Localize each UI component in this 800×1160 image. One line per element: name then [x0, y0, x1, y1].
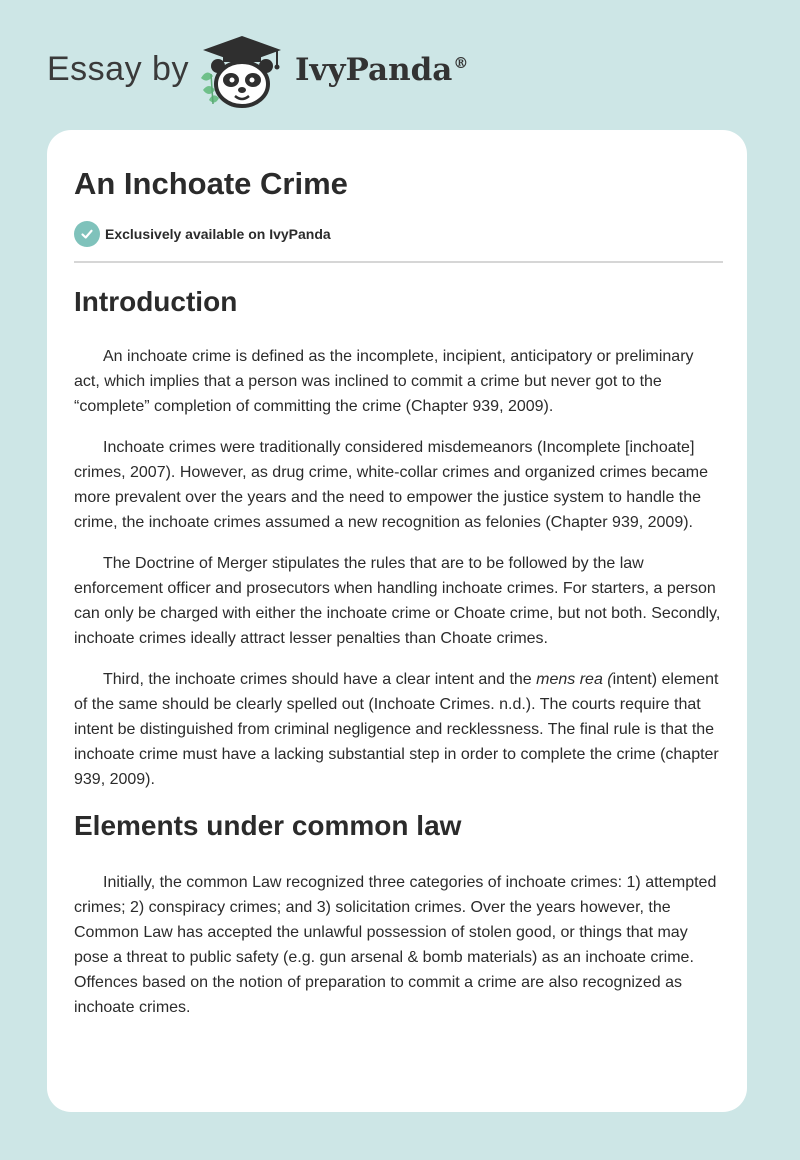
paragraph: Third, the inchoate crimes should have a clear intent and the mens rea (intent) element of the same should be clearly spelled out (Inchoate Crimes. n.d.). The courts require that intent be distinguished from criminal negligence and recklessness. The final rule is that the inchoate crime must have a lacking substantial step in order to complete the crime (chapter 939, 2009). — [74, 671, 719, 788]
italic-term: mens rea ( — [536, 671, 613, 688]
page-title: An Inchoate Crime — [74, 166, 348, 201]
registered-mark: ® — [453, 54, 469, 72]
paragraph: Initially, the common Law recognized three categories of inchoate crimes: 1) attempted crimes; 2) conspiracy crimes; and 3) solicitation crimes. Over the years however, the Common Law has accepted the unlawful possession of stolen good, or things that may pose a threat to public safety (e.g. gun arsenal & bomb materials) as an inchoate crime. Offences based on the notion of preparation to commit a crime are also recognized as inchoate crimes. — [74, 874, 717, 1016]
title-divider — [74, 261, 723, 263]
paragraph: An inchoate crime is defined as the incomplete, incipient, anticipatory or preliminary act, which implies that a person was inclined to commit a crime but never got to the “complete” completion of committing the crime (Chapter 939, 2009). — [74, 348, 694, 415]
essay-card — [47, 130, 747, 1112]
brand-name[interactable]: IvyPanda® — [295, 52, 469, 88]
essay-body — [74, 280, 723, 1020]
paragraph: Inchoate crimes were traditionally considered misdemeanors (Incomplete [inchoate] crimes, 2007). However, as drug crime, white-collar crimes and organized crimes became more prevalent over the years and the need to empower the justice system to handle the crime, the inchoate crimes assumed a new recognition as felonies (Chapter 939, 2009). — [74, 439, 709, 531]
exclusive-text: Exclusively available on IvyPanda — [105, 226, 331, 242]
panda-logo-icon — [197, 34, 287, 110]
exclusive-badge — [74, 220, 331, 248]
check-circle-icon — [74, 221, 100, 247]
section-heading-elements: Elements under common law — [74, 810, 462, 841]
paragraph: The Doctrine of Merger stipulates the rules that are to be followed by the law enforcement officer and prosecutors when handling inchoate crimes. For starters, a person can only be charged with either the inchoate crime or Choate crime, but not both. Secondly, inchoate crimes ideally attract lesser penalties than Choate crimes. — [74, 555, 721, 647]
essay-by-label: Essay by — [47, 50, 189, 88]
section-heading-introduction: Introduction — [74, 286, 238, 317]
site-header — [47, 34, 487, 114]
